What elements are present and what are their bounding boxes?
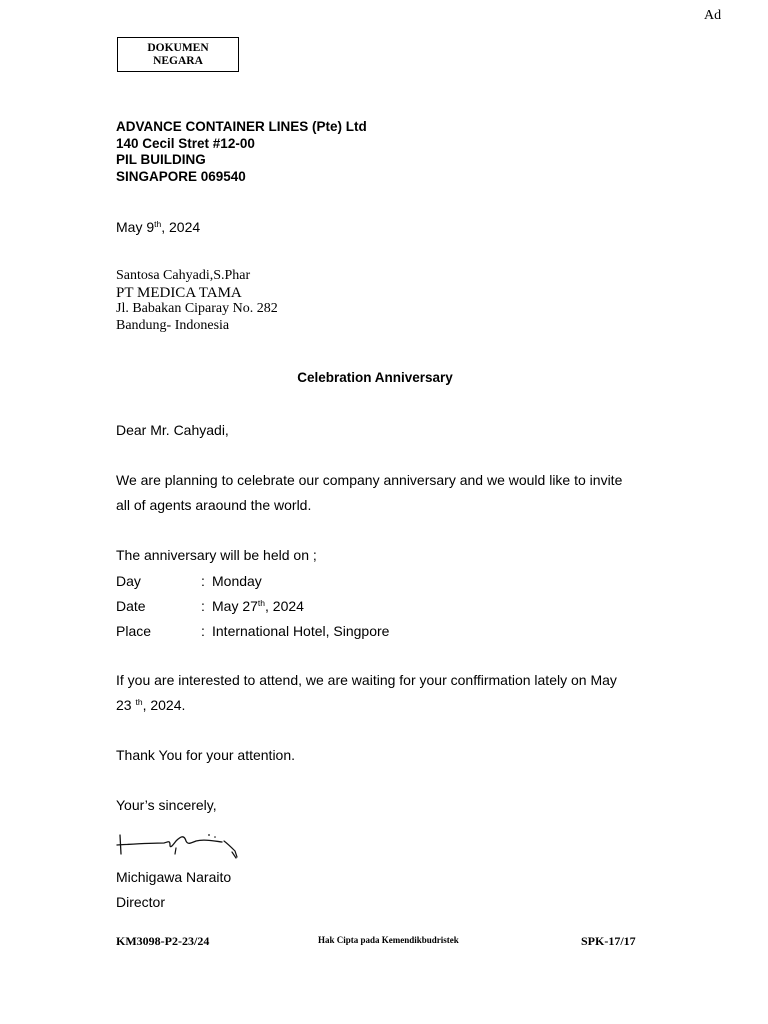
detail-day-value: Monday	[212, 573, 262, 589]
letter-date-suffix: th	[154, 219, 162, 229]
detail-day-label: Day	[116, 573, 141, 589]
sender-building: PIL BUILDING	[116, 152, 206, 168]
letter-date-main: May 9	[116, 219, 155, 235]
sender-address-block	[116, 119, 367, 186]
detail-date-value	[212, 598, 304, 614]
body-paragraph-1: We are planning to celebrate our company anniversary and we would like to invite all of agents araound the world.	[116, 472, 623, 513]
salutation: Dear Mr. Cahyadi,	[116, 422, 229, 438]
footer-copyright: Hak Cipta pada Kemendikbudristek	[318, 935, 459, 945]
recipient-name: Santosa Cahyadi,S.Phar	[116, 268, 251, 283]
sender-name: ADVANCE CONTAINER LINES (Pte) Ltd	[116, 119, 367, 134]
detail-date-suffix: th	[257, 598, 266, 608]
detail-date-main: May 27	[212, 598, 258, 614]
paragraph-2-end: , 2024.	[142, 697, 186, 713]
sender-city: SINGAPORE 069540	[116, 169, 246, 185]
closing-line: Your’s sincerely,	[116, 797, 217, 813]
sender-street: 140 Cecil Stret #12-00	[116, 135, 255, 151]
footer-code: KM3098-P2-23/24	[116, 934, 210, 948]
body-paragraph-2	[116, 668, 636, 718]
stamp-line-1: DOKUMEN	[147, 42, 209, 54]
signature-image	[114, 824, 244, 864]
recipient-block	[116, 268, 278, 334]
signer-title: Director	[116, 894, 166, 910]
letter-subject: Celebration Anniversary	[297, 370, 453, 385]
footer-ref: SPK-17/17	[581, 934, 636, 948]
detail-place-label: Place	[116, 623, 152, 639]
signer-name: Michigawa Naraito	[116, 869, 232, 885]
detail-date-year: , 2024	[265, 598, 304, 614]
corner-text: Ad	[704, 8, 722, 23]
recipient-address: Jl. Babakan Ciparay No. 282	[116, 301, 278, 316]
classification-stamp	[117, 37, 239, 72]
detail-date-label: Date	[116, 598, 146, 614]
stamp-line-2: NEGARA	[153, 55, 203, 67]
paragraph-2-suffix: th	[135, 697, 143, 707]
detail-place-value: International Hotel, Singpore	[212, 623, 390, 639]
detail-place-colon: :	[201, 623, 205, 639]
recipient-city: Bandung- Indonesia	[116, 317, 230, 333]
letter-date-year: , 2024	[161, 219, 201, 235]
details-intro: The anniversary will be held on ;	[116, 547, 317, 563]
thanks-line: Thank You for your attention.	[116, 747, 296, 763]
paragraph-2-main: If you are interested to attend, we are waiting for your conffirmation lately on May 23	[116, 672, 617, 713]
recipient-company: PT MEDICA TAMA	[116, 284, 242, 301]
detail-day-colon: :	[201, 573, 205, 589]
detail-date-colon: :	[201, 598, 205, 614]
letter-date	[116, 219, 200, 235]
